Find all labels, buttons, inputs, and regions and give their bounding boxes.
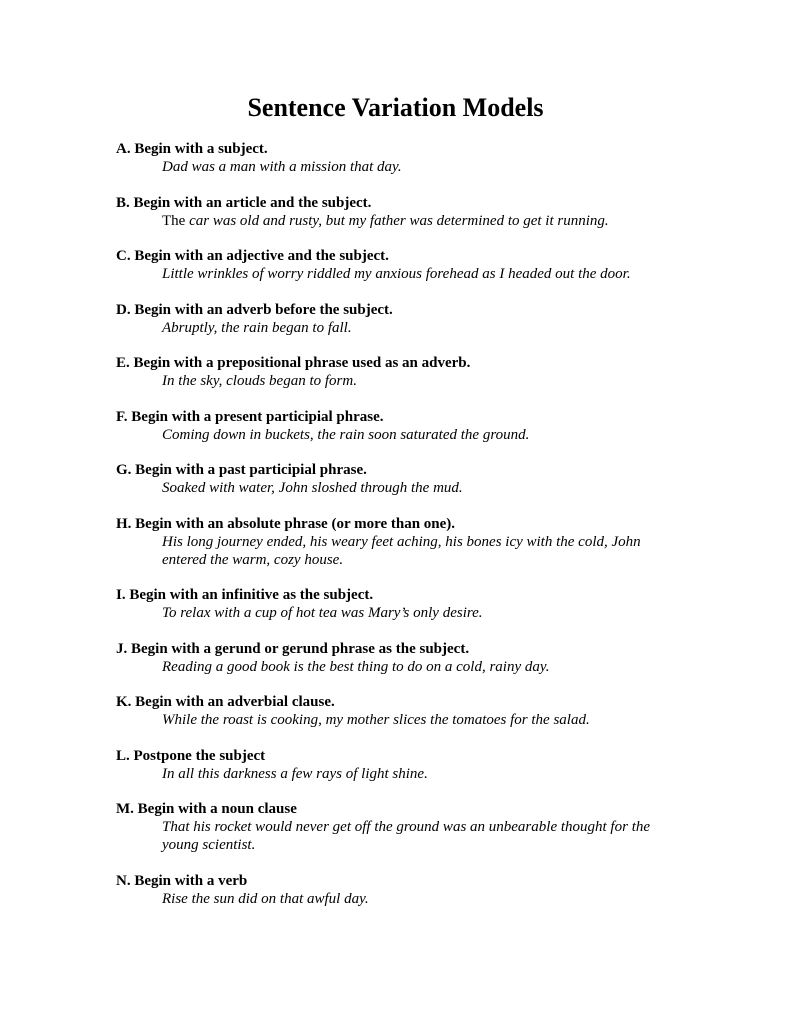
example-remainder: car was old and rusty, but my father was determined to get it running. <box>185 212 609 229</box>
model-entry-e <box>116 354 696 390</box>
entry-heading: G. Begin with a past participial phrase. <box>116 462 367 478</box>
page-title: Sentence Variation Models <box>247 93 544 122</box>
entry-example: His long journey ended, his weary feet aching, his bones icy with the cold, John entered the warm, cozy house. <box>162 533 641 568</box>
entry-heading: B. Begin with an article and the subject. <box>116 194 372 211</box>
entry-example: Soaked with water, John sloshed through the mud. <box>162 480 463 496</box>
model-entry-n <box>116 872 696 908</box>
model-entry-h <box>116 515 696 569</box>
model-entry-f <box>116 408 696 444</box>
entry-example: That his rocket would never get off the ground was an unbearable thought for the young scientist. <box>162 819 651 853</box>
entry-example: Little wrinkles of worry riddled my anxious forehead as I headed out the door. <box>162 266 631 282</box>
entry-heading: J. Begin with a gerund or gerund phrase as the subject. <box>116 640 470 657</box>
model-entry-g <box>116 461 696 497</box>
entry-heading: A. Begin with a subject. <box>116 141 268 157</box>
model-entry-i <box>116 586 696 622</box>
entry-heading: D. Begin with an adverb before the subject. <box>116 301 393 318</box>
entry-example <box>162 212 682 230</box>
model-entry-a <box>116 140 696 176</box>
entry-heading: L. Postpone the subject <box>116 747 266 764</box>
entry-example: To relax with a cup of hot tea was Mary’s only desire. <box>162 605 483 621</box>
entry-heading: F. Begin with a present participial phrase. <box>116 408 384 425</box>
entry-heading: I. Begin with an infinitive as the subject. <box>116 587 374 603</box>
entry-heading: C. Begin with an adjective and the subject. <box>116 248 389 264</box>
model-entry-k <box>116 693 696 729</box>
entry-example: Reading a good book is the best thing to do on a cold, rainy day. <box>162 658 550 675</box>
entry-example: While the roast is cooking, my mother slices the tomatoes for the salad. <box>162 712 590 728</box>
model-list <box>116 140 696 925</box>
model-entry-c <box>116 247 696 283</box>
model-entry-m <box>116 800 696 854</box>
entry-example: Rise the sun did on that awful day. <box>162 890 369 907</box>
entry-example: Abruptly, the rain began to fall. <box>162 319 352 336</box>
entry-example: Coming down in buckets, the rain soon saturated the ground. <box>162 426 530 443</box>
entry-heading: E. Begin with a prepositional phrase used as an adverb. <box>116 355 471 371</box>
entry-heading: M. Begin with a noun clause <box>116 801 297 817</box>
model-entry-j <box>116 640 696 676</box>
entry-heading: K. Begin with an adverbial clause. <box>116 694 335 710</box>
entry-example: Dad was a man with a mission that day. <box>162 159 402 175</box>
model-entry-d <box>116 301 696 337</box>
example-article: The <box>162 212 186 229</box>
entry-example: In all this darkness a few rays of light shine. <box>162 765 428 782</box>
model-entry-b <box>116 194 696 230</box>
entry-heading: N. Begin with a verb <box>116 872 248 889</box>
model-entry-l <box>116 747 696 783</box>
entry-example: In the sky, clouds began to form. <box>162 373 357 389</box>
entry-heading: H. Begin with an absolute phrase (or more than one). <box>116 515 456 532</box>
